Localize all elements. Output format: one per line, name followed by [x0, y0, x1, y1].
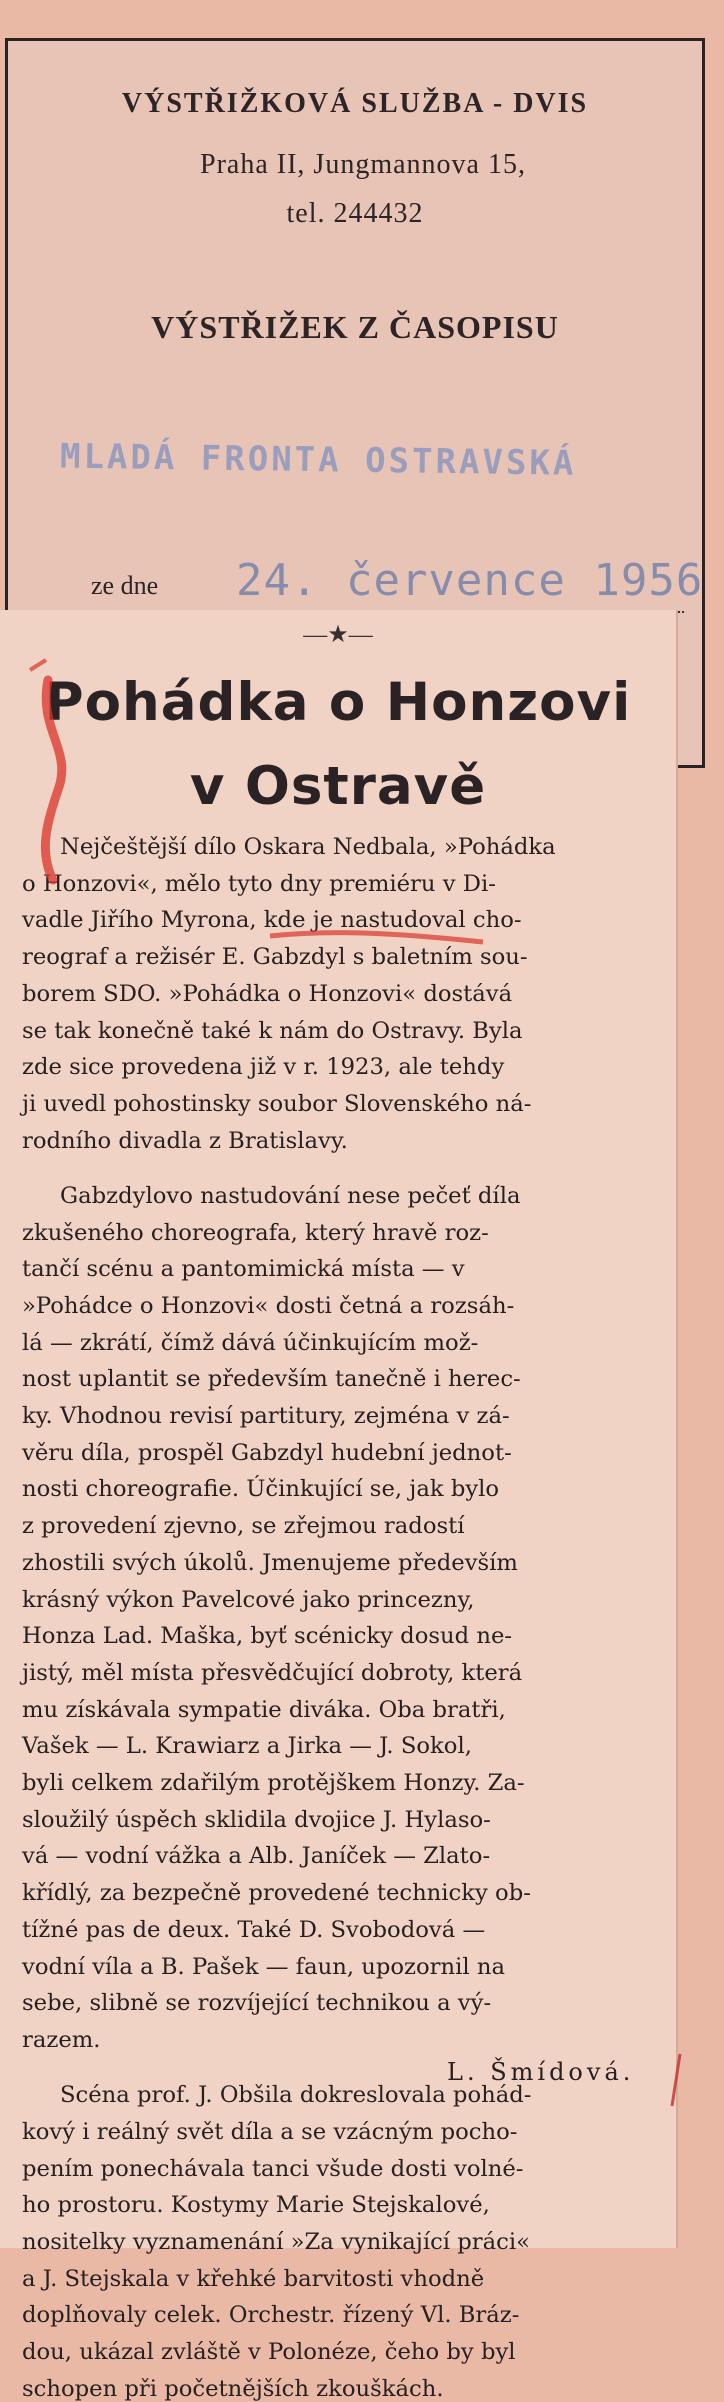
- article-line: křídlý, za bezpečně provedené technicky ob-: [22, 1880, 531, 1907]
- agency-phone: tel. 244432: [286, 198, 424, 229]
- clip-type-title: VÝSTŘIŽEK Z ČASOPISU: [151, 309, 559, 345]
- article-line: tížné pas de deux. Také D. Svobodová —: [22, 1916, 486, 1943]
- red-pencil-mark: [18, 650, 98, 900]
- article-line: byli celkem zdařilým protějškem Honzy. Za-: [22, 1770, 525, 1796]
- article-line: zde sice provedena již v r. 1923, ale tehdy: [22, 1054, 505, 1081]
- article-line: vá — vodní vážka a Alb. Janíček — Zlato-: [22, 1843, 491, 1870]
- newspaper-clipping: [0, 610, 678, 2402]
- article-line: jistý, měl místa přesvědčující dobroty, která: [22, 1659, 523, 1686]
- source-stamp: MLADÁ FRONTA OSTRAVSKÁ: [59, 436, 577, 484]
- article-line: mu získávala sympatie diváka. Oba bratři,: [22, 1696, 506, 1723]
- article-line: kový i reálný svět díla a se vzácným pocho-: [22, 2118, 518, 2145]
- article-line: nositelky vyznamenání »Za vynikající práci«: [22, 2228, 530, 2255]
- article-line: Scéna prof. J. Obšila dokreslovala pohád-: [60, 2082, 532, 2109]
- article-line: rodního divadla z Bratislavy.: [22, 1127, 348, 1154]
- article-line: doplňovaly celek. Orchestr. řízený Vl. Bráz-: [22, 2302, 520, 2329]
- article-line: pením ponechávala tanci všude dosti volné-: [22, 2155, 524, 2182]
- date-label: ze dne: [91, 571, 159, 600]
- author-signature: L. Šmídová.: [447, 2058, 635, 2086]
- article-line: o Honzovi«, mělo tyto dny premiéru v Di-: [22, 870, 496, 897]
- article-line: tančí scénu a pantomimická místa — v: [22, 1256, 465, 1283]
- article-line: se tak konečně také k nám do Ostravy. Byla: [22, 1017, 523, 1044]
- article-line: vadle Jiřího Myrona, kde je nastudoval cho-: [22, 907, 522, 934]
- agency-address: Praha II, Jungmannova 15,: [200, 149, 526, 180]
- article-line: Vašek — L. Krawiarz a Jirka — J. Sokol,: [22, 1733, 472, 1760]
- article-title-line-2: v Ostravě: [189, 756, 487, 817]
- article-line: Gabzdylovo nastudování nese pečeť díla: [60, 1182, 521, 1209]
- article-line: ky. Vhodnou revisí partitury, zejména v zá-: [22, 1403, 510, 1429]
- article-line: vodní víla a B. Pašek — faun, upozornil na: [22, 1953, 505, 1980]
- date-stamp: 24. července 1956: [236, 555, 704, 606]
- article-line: »Pohádce o Honzovi« dosti četná a rozsáh-: [22, 1292, 515, 1319]
- article-line: sebe, slibně se rozvíjející technikou a vý-: [22, 1990, 492, 2017]
- article-line: sloužilý úspěch sklidila dvojice J. Hylaso-: [22, 1806, 491, 1833]
- article-line: a J. Stejskala v křehké barvitosti vhodně: [22, 2265, 485, 2292]
- article-line: lá — zkrátí, čímž dává účinkujícím mož-: [22, 1329, 479, 1356]
- article-title-line-1: Pohádka o Honzovi: [44, 672, 632, 733]
- article-line: z provedení zjevno, se zřejmou radostí: [22, 1513, 465, 1540]
- article-line: krásný výkon Pavelcové jako princezny,: [22, 1586, 475, 1613]
- article-line: schopen při početnějších zkouškách.: [22, 2375, 444, 2402]
- article-line: nost uplantit se především tanečně i herec-: [22, 1366, 521, 1393]
- star-ornament: —★—: [303, 622, 373, 648]
- article-line: Honza Lad. Maška, byť scénicky dosud ne-: [22, 1623, 513, 1650]
- article-line: ji uvedl pohostinsky soubor Slovenského ná-: [22, 1090, 532, 1117]
- article-line: razem.: [22, 2026, 101, 2053]
- red-tick-mark: [660, 2050, 700, 2110]
- article-line: dou, ukázal zvláště v Polonéze, čeho by byl: [22, 2339, 516, 2365]
- article-line: borem SDO. »Pohádka o Honzovi« dostává: [22, 980, 513, 1007]
- article-line: reograf a režisér E. Gabzdyl s baletním sou-: [22, 944, 528, 971]
- article-line: věru díla, prospěl Gabzdyl hudební jednot-: [22, 1439, 512, 1466]
- article-line: zkušeného choreografa, který hravě roz-: [22, 1219, 489, 1246]
- article-line: zhostili svých úkolů. Jmenujeme především: [22, 1549, 518, 1576]
- agency-name: VÝSTŘIŽKOVÁ SLUŽBA - DVIS: [121, 88, 589, 119]
- article-line: nosti choreografie. Účinkující se, jak bylo: [22, 1476, 500, 1503]
- article-line: ho prostoru. Kostymy Marie Stejskalové,: [22, 2192, 490, 2219]
- article-line: Nejčeštější dílo Oskara Nedbala, »Pohádka: [60, 834, 556, 860]
- red-underline-mark: [268, 922, 488, 952]
